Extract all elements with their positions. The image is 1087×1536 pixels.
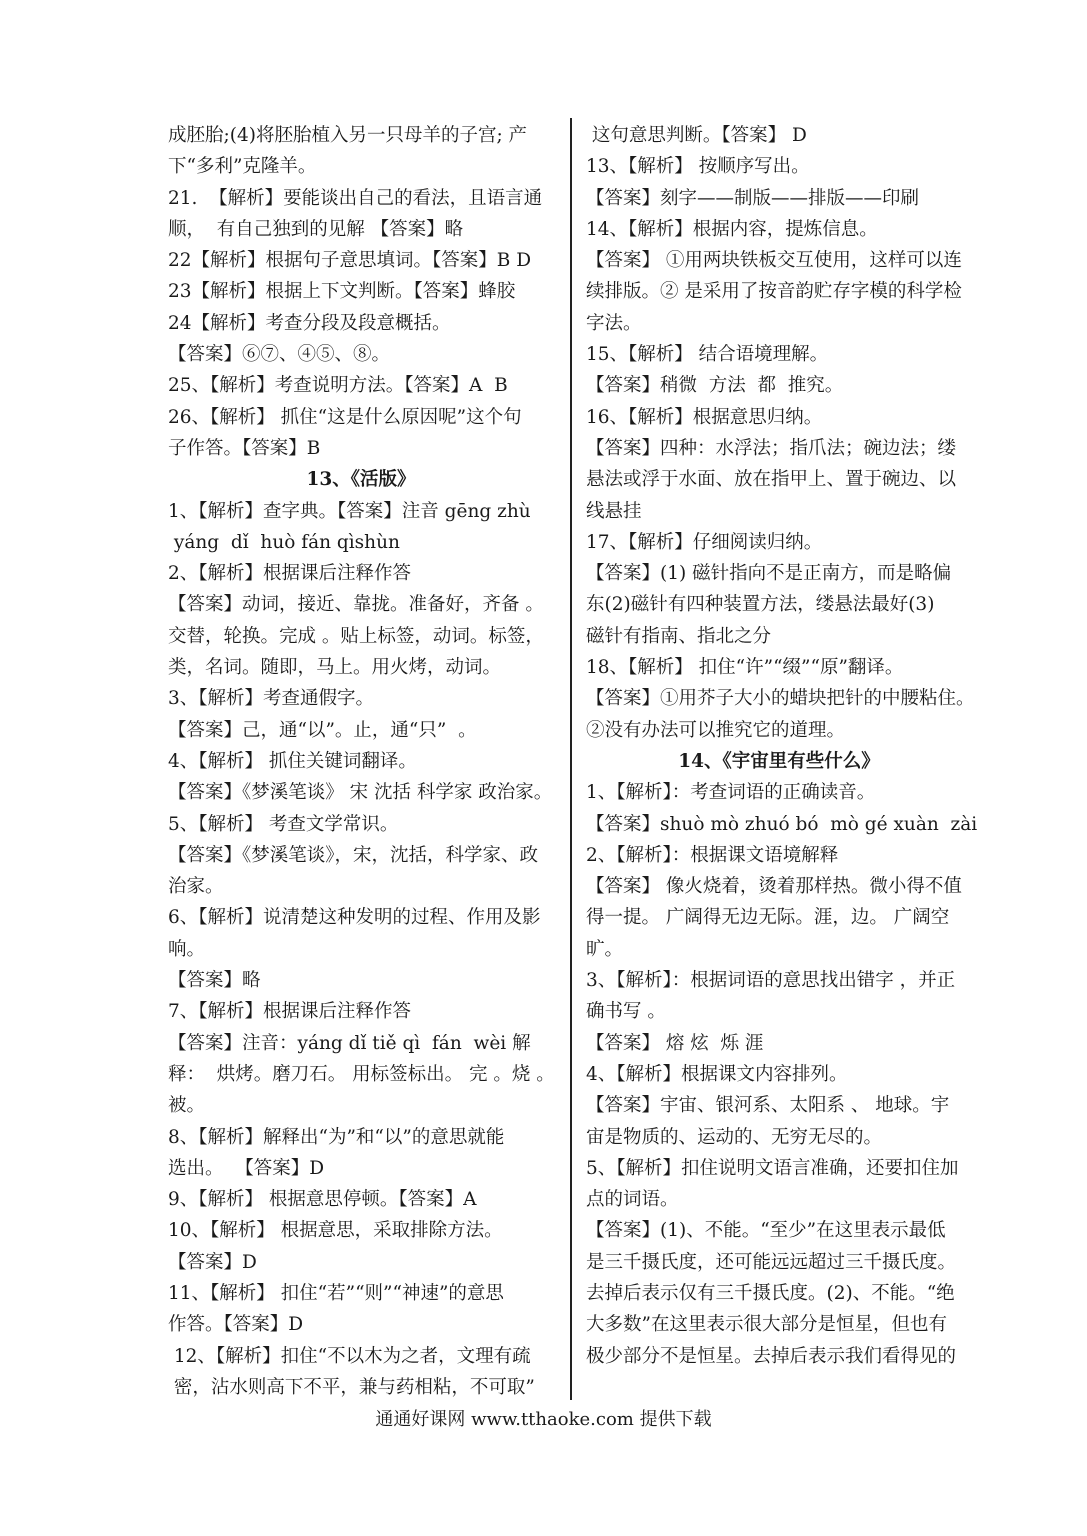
text-line: 【答案】shuò mò zhuó bó mò gé xuàn zài: [586, 813, 978, 835]
text-line: 2、【解析】根据课后注释作答: [168, 563, 412, 585]
text-line: 东(2)磁针有四种装置方法，缕悬法最好(3): [586, 594, 935, 616]
text-line: 密，沾水则高下不平，兼与药相粘，不可取”: [168, 1376, 535, 1398]
text-line: 【答案】 ①用两块铁板交互使用，这样可以连: [586, 250, 962, 272]
text-line: 【答案】动词，接近、靠拢。准备好，齐备 。: [168, 594, 544, 616]
left-column: [168, 120, 554, 1403]
text-line: 7、【解析】根据课后注释作答: [168, 1001, 412, 1023]
text-line: 6、【解析】说清楚这种发明的过程、作用及影: [168, 907, 541, 929]
text-line: 10、【解析】 根据意思，采取排除方法。: [168, 1220, 503, 1242]
text-line: 【答案】 像火烧着，烫着那样热。微小得不值: [586, 876, 962, 898]
text-line: 去掉后表示仅有三千摄氏度。(2)、不能。“绝: [586, 1282, 955, 1304]
text-line: 【答案】《梦溪笔谈》 宋 沈括 科学家 政治家。: [168, 782, 553, 804]
column-divider: [570, 118, 572, 1400]
text-line: 1、【解析】查字典。【答案】注音 gēng zhù: [168, 500, 531, 522]
text-line: 8、【解析】解释出“为”和“以”的意思就能: [168, 1126, 505, 1148]
text-line: 字法。: [586, 312, 642, 334]
text-line: 3、【解析】考查通假字。: [168, 688, 375, 710]
text-line: 4、【解析】根据课文内容排列。: [586, 1063, 848, 1085]
text-line: 【答案】①用芥子大小的蜡块把针的中腰粘住。: [586, 688, 975, 710]
text-line: 旷。: [586, 938, 624, 960]
text-line: 悬法或浮于水面、放在指甲上、置于碗边、以: [586, 469, 957, 491]
section-heading: 14、《宇宙里有些什么》: [678, 750, 880, 772]
text-line: 3、【解析】：根据词语的意思找出错字 ，并正: [586, 970, 956, 992]
text-line: 【答案】D: [168, 1251, 257, 1273]
text-line: 16、【解析】根据意思归纳。: [586, 406, 823, 428]
page-footer: 通通好课网 www.tthaoke.com 提供下载: [375, 1409, 712, 1430]
text-line: 磁针有指南、指北之分: [586, 625, 772, 647]
text-line: 5、【解析】 考查文学常识。: [168, 813, 399, 835]
text-line: 18、【解析】 扣住“许”“缀”“原”翻译。: [586, 657, 904, 679]
text-line: 【答案】宇宙、银河系、太阳系 、 地球。宇: [586, 1095, 950, 1117]
text-line: 23【解析】根据上下文判断。【答案】蜂胶: [168, 281, 516, 303]
text-line: 2、【解析】：根据课文语境解释: [586, 844, 839, 866]
text-line: 交替，轮换。完成 。贴上标签，动词。标签，: [168, 625, 544, 647]
text-line: 响。: [168, 938, 206, 960]
text-line: 是三千摄氏度，还可能远远超过三千摄氏度。: [586, 1251, 957, 1273]
text-line: 释： 烘烤。磨刀石。 用标签标出。 完 。烧 。: [168, 1063, 555, 1085]
text-line: 26、【解析】 抓住“这是什么原因呢”这个句: [168, 406, 522, 428]
text-line: 选出。 【答案】D: [168, 1157, 325, 1179]
text-line: ②没有办法可以推究它的道理。: [586, 719, 846, 741]
text-line: 治家。: [168, 876, 224, 898]
text-line: 【答案】四种：水浮法；指爪法；碗边法；缕: [586, 437, 957, 459]
text-line: 21. 【解析】要能谈出自己的看法，且语言通: [168, 187, 543, 209]
text-line: 【答案】刻字——制版——排版——印刷: [586, 187, 920, 209]
text-line: 子作答。【答案】B: [168, 437, 321, 459]
text-line: 1、【解析】：考查词语的正确读音。: [586, 782, 876, 804]
text-line: 9、【解析】 根据意思停顿。【答案】A: [168, 1189, 477, 1211]
text-line: 【答案】(1) 磁针指向不是正南方，而是略偏: [586, 563, 952, 585]
text-line: 极少部分不是恒星。去掉后表示我们看得见的: [586, 1345, 957, 1367]
text-line: 【答案】(1)、不能。“至少”在这里表示最低: [586, 1220, 946, 1242]
text-line: 大多数”在这里表示很大部分是恒星，但也有: [586, 1314, 947, 1336]
text-line: 【答案】注音：yáng dǐ tiě qì fán wèi 解: [168, 1032, 531, 1054]
section-heading: 13、《活版》: [306, 469, 416, 491]
right-column: [586, 120, 978, 1372]
text-line: 13、【解析】 按顺序写出。: [586, 156, 810, 178]
text-line: 这句意思判断。【答案】 D: [586, 125, 807, 146]
text-line: 宙是物质的、运动的、无穷无尽的。: [586, 1126, 883, 1148]
text-line: 续排版。② 是采用了按音韵贮存字模的科学检: [586, 281, 962, 303]
text-line: 确书写 。: [586, 1001, 666, 1023]
text-line: 【答案】 熔 炫 烁 涯: [586, 1032, 764, 1054]
text-line: 11、【解析】 扣住“若”“则”“神速”的意思: [168, 1282, 504, 1304]
text-line: 成胚胎;(4)将胚胎植入另一只母羊的子宫; 产: [168, 125, 528, 146]
text-line: 【答案】略: [168, 970, 261, 992]
text-line: 22【解析】根据句子意思填词。【答案】B D: [168, 250, 532, 272]
text-line: 4、【解析】 抓住关键词翻译。: [168, 750, 417, 772]
text-line: 17、【解析】仔细阅读归纳。: [586, 531, 823, 553]
text-line: 5、【解析】扣住说明文语言准确，还要扣住加: [586, 1157, 959, 1179]
text-line: 【答案】⑥⑦、④⑤、⑧。: [168, 344, 391, 366]
text-line: 12、【解析】扣住“不以木为之者，文理有疏: [168, 1345, 531, 1367]
text-line: 24【解析】考查分段及段意概括。: [168, 312, 451, 334]
text-line: 点的词语。: [586, 1189, 679, 1211]
text-line: 被。: [168, 1095, 206, 1117]
text-line: yáng dǐ huò fán qìshùn: [168, 531, 400, 553]
text-line: 得一提。 广阔得无边无际。涯，边。 广阔空: [586, 907, 950, 929]
text-line: 顺， 有自己独到的见解 【答案】略: [168, 218, 464, 240]
text-line: 线悬挂: [586, 500, 642, 522]
text-line: 【答案】稍微 方法 都 推究。: [586, 375, 844, 397]
text-line: 作答。【答案】D: [168, 1314, 304, 1336]
text-line: 15、【解析】 结合语境理解。: [586, 344, 829, 366]
text-line: 类，名词。随即，马上。用火烤，动词。: [168, 657, 502, 679]
text-line: 【答案】己，通“以”。止，通“只” 。: [168, 719, 477, 741]
text-line: 下“多利”克隆羊。: [168, 156, 317, 178]
text-line: 25、【解析】考查说明方法。【答案】A B: [168, 375, 508, 397]
text-line: 【答案】《梦溪笔谈》，宋，沈括，科学家、政: [168, 844, 539, 866]
text-line: 14、【解析】根据内容，提炼信息。: [586, 218, 878, 240]
